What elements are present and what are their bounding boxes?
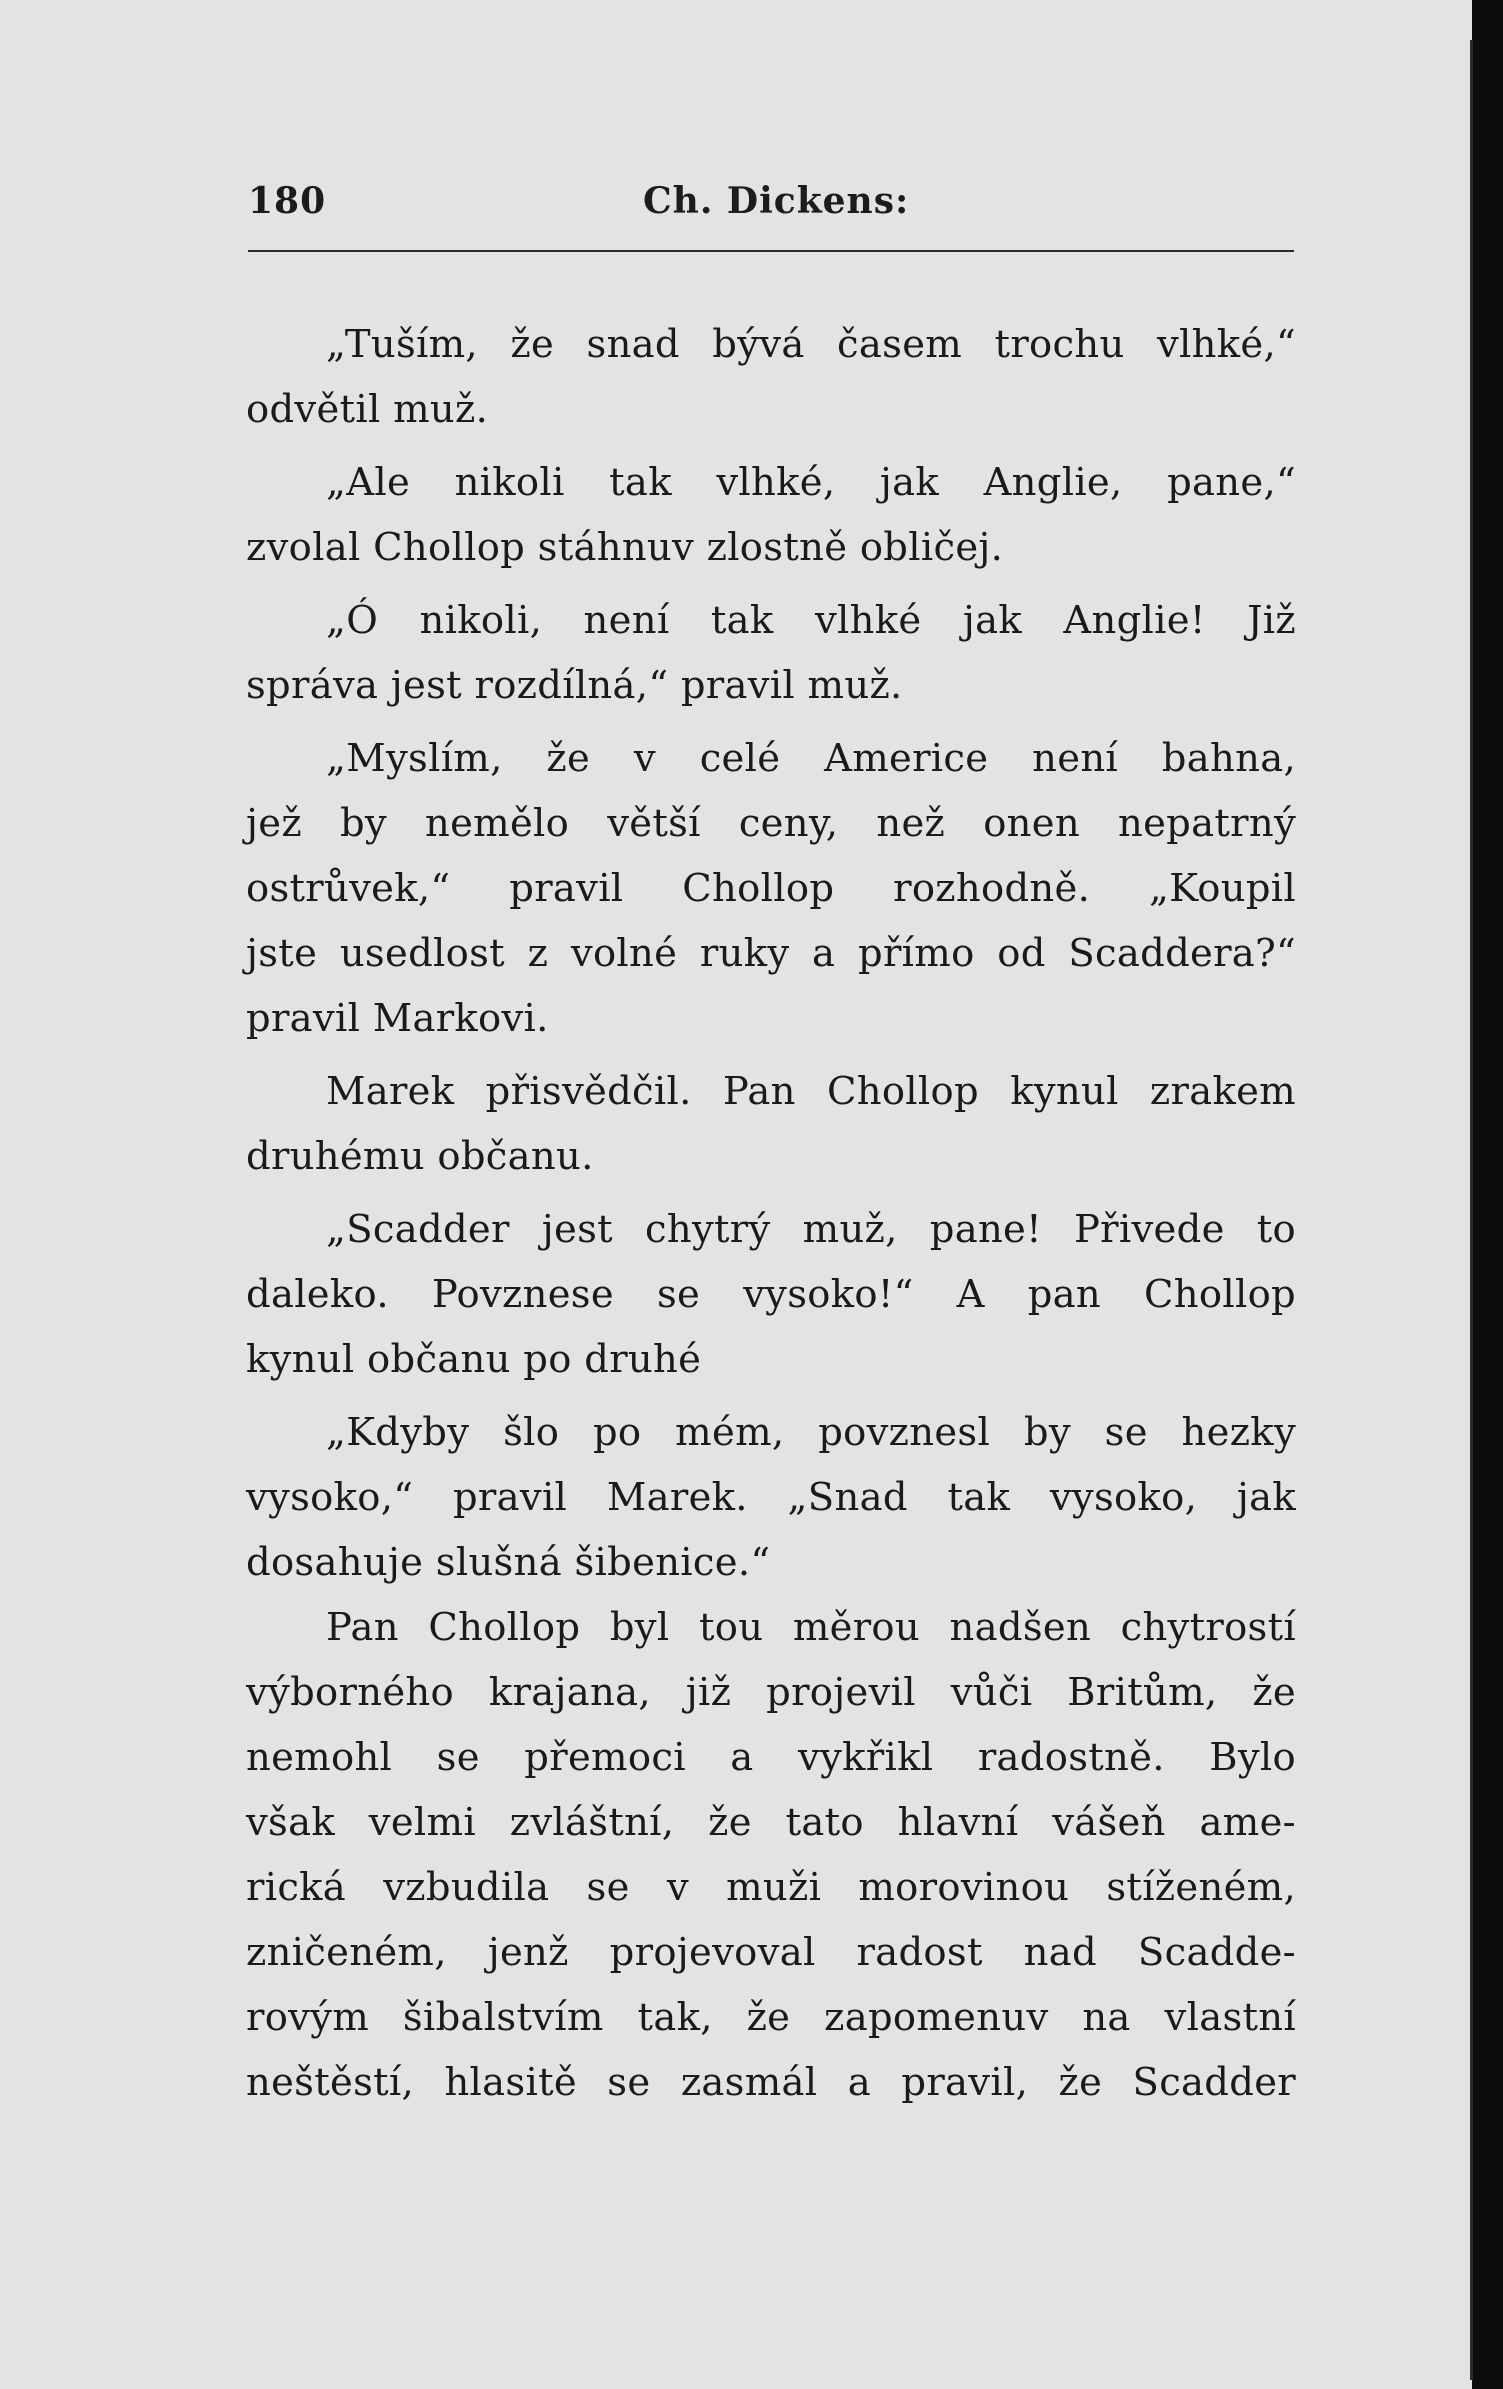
text-line: neštěstí, hlasitě se zasmál a pravil, že Scadder [246,2060,1296,2105]
page-edge-shadow [1470,40,1473,2380]
text-line: odvětil muž. [246,387,489,432]
text-line: Marek přisvědčil. Pan Chollop kynul zrakem [326,1069,1296,1114]
text-line: zničeném, jenž projevoval radost nad Scadde- [246,1930,1296,1975]
text-line: rovým šibalstvím tak, že zapomenuv na vlastní [246,1995,1296,2040]
paragraph [246,312,1296,442]
text-line: dosahuje slušná šibenice.“ [246,1540,771,1585]
text-line: „Ale nikoli tak vlhké, jak Anglie, pane,“ [326,460,1296,505]
text-line: rická vzbudila se v muži morovinou stíženém, [246,1865,1296,1910]
body-text [246,312,1296,2115]
text-line: daleko. Povznese se vysoko!“ A pan Chollop [246,1272,1296,1317]
scan-border [1472,0,1503,2389]
text-line: „Tuším, že snad bývá časem trochu vlhké,“ [326,322,1296,367]
text-line: zvolal Chollop stáhnuv zlostně obličej. [246,525,1004,570]
text-line: jste usedlost z volné ruky a přímo od Scaddera?“ [246,931,1296,976]
running-head: Ch. Dickens: [643,180,910,222]
text-line: kynul občanu po druhé [246,1337,702,1382]
header-rule [248,250,1294,252]
text-line: ostrůvek,“ pravil Chollop rozhodně. „Koupil [246,866,1296,911]
paragraph [246,1400,1296,1595]
page-header [248,180,1294,250]
text-line: „Scadder jest chytrý muž, pane! Přivede to [326,1207,1296,1252]
text-line: pravil Markovi. [246,996,549,1041]
page-number: 180 [248,180,327,222]
paragraph [246,726,1296,1051]
text-line: „Kdyby šlo po mém, povznesl by se hezky [326,1410,1296,1455]
text-line: správa jest rozdílná,“ pravil muž. [246,663,903,708]
text-line: výborného krajana, již projevil vůči Britům, že [246,1670,1296,1715]
text-line: „Ó nikoli, není tak vlhké jak Anglie! Již [326,598,1296,643]
paragraph [246,1197,1296,1392]
paragraph [246,588,1296,718]
paragraph [246,450,1296,580]
text-line: „Myslím, že v celé Americe není bahna, [326,736,1296,781]
text-line: však velmi zvláštní, že tato hlavní vášeň ame- [246,1800,1296,1845]
paragraph [246,1059,1296,1189]
paragraph [246,1595,1296,2115]
text-line: druhému občanu. [246,1134,594,1179]
text-line: jež by nemělo větší ceny, než onen nepatrný [246,801,1296,846]
text-line: nemohl se přemoci a vykřikl radostně. Bylo [246,1735,1296,1780]
text-line: vysoko,“ pravil Marek. „Snad tak vysoko, jak [246,1475,1296,1520]
text-line: Pan Chollop byl tou měrou nadšen chytrostí [326,1605,1296,1650]
